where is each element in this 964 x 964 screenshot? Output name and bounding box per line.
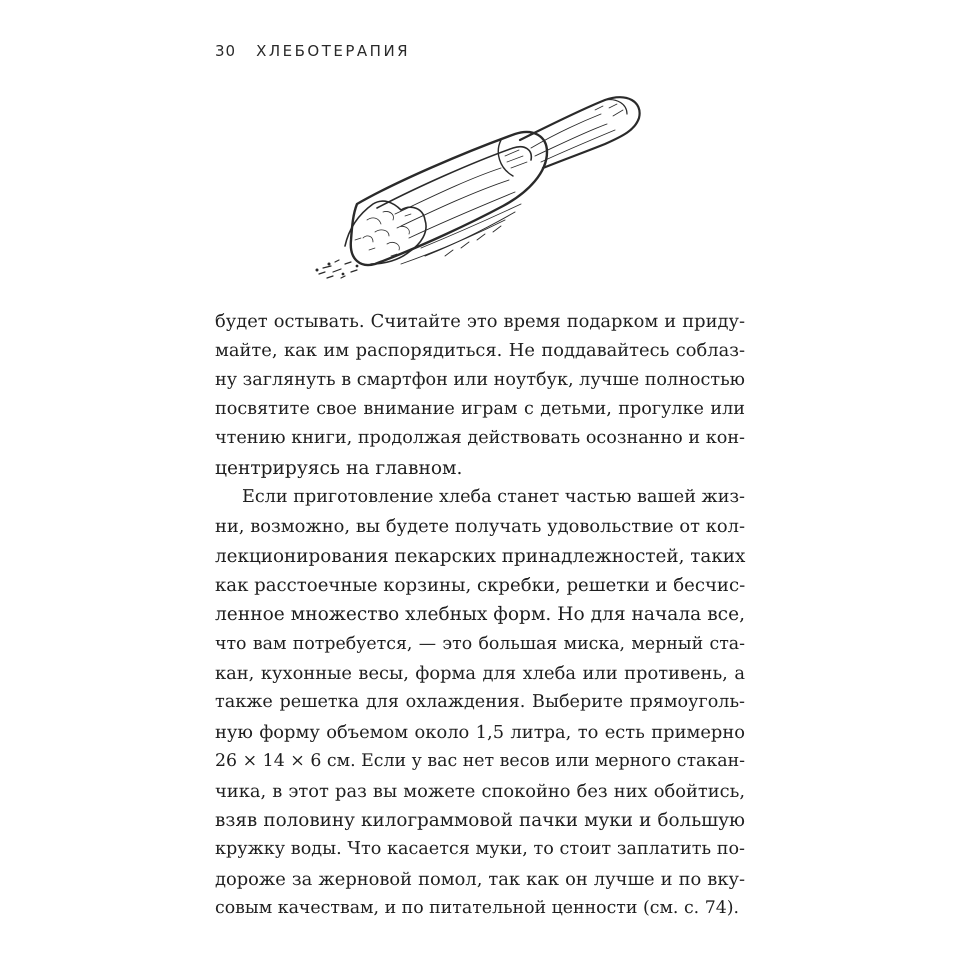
body-text: [215, 307, 745, 923]
text-line: майте, как им распорядиться. Не поддавайтесь соблаз-: [215, 340, 745, 362]
page-number: 30: [215, 42, 237, 60]
text-line: что вам потребуется, — это большая миска, мерный ста-: [215, 633, 745, 654]
text-line: чтению книги, продолжая действовать осознанно и кон-: [215, 428, 745, 449]
text-line: Если приготовление хлеба станет частью вашей жиз-: [242, 487, 745, 508]
text-line: кружку воды. Что касается муки, то стоит заплатить по-: [215, 839, 745, 860]
text-line: лекционирования пекарских принадлежностей, таких: [215, 545, 746, 567]
flour-scoop-icon: [305, 88, 655, 288]
text-line: совым качествам, и по питательной ценности (см. с. 74).: [215, 897, 740, 918]
text-line: посвятите свое внимание играм с детьми, прогулке или: [215, 399, 745, 420]
text-line: как расстоечные корзины, скребки, решетки и бесчис-: [215, 575, 746, 597]
text-line: кан, кухонные весы, форма для хлеба или противень, а: [215, 663, 745, 685]
section-title: ХЛЕБОТЕРАПИЯ: [256, 42, 411, 60]
text-line: также решетка для охлаждения. Выберите прямоуголь-: [215, 692, 745, 713]
running-head: [215, 42, 410, 60]
text-line: центрируясь на главном.: [215, 457, 463, 479]
text-line: дороже за жерновой помол, так как он лучше и по вку-: [215, 868, 745, 890]
text-line: чика, в этот раз вы можете спокойно без них обойтись,: [215, 780, 745, 802]
text-line: будет остывать. Считайте это время подарком и приду-: [215, 311, 745, 332]
text-line: ни, возможно, вы будете получать удовольствие от кол-: [215, 516, 745, 538]
text-line: взяв половину килограммовой пачки муки и большую: [215, 809, 745, 831]
text-line: ную форму объемом около 1,5 литра, то есть примерно: [215, 721, 745, 743]
text-line: 26 × 14 × 6 см. Если у вас нет весов или мерного стакан-: [215, 751, 745, 772]
text-line: ленное множество хлебных форм. Но для начала все,: [215, 604, 745, 626]
text-line: ну заглянуть в смартфон или ноутбук, лучше полностью: [215, 369, 746, 390]
